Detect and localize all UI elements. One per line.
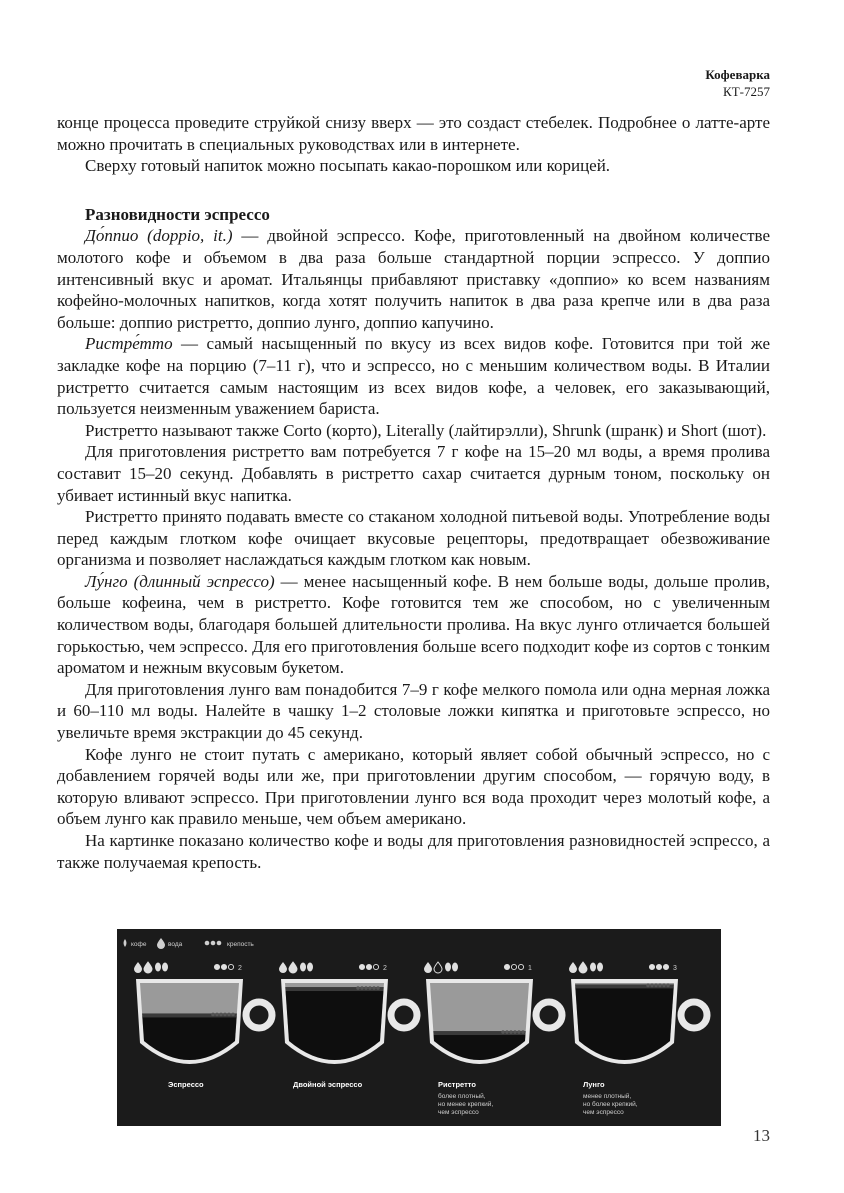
coffee-bean-icon (307, 963, 313, 972)
header-brand: Кофеварка (705, 67, 770, 82)
coffee-bean-icon (452, 963, 458, 972)
crema-bubble (368, 986, 372, 990)
strength-dot-icon (649, 964, 654, 969)
crema-bubble (513, 1030, 517, 1034)
crema-bubble (360, 986, 364, 990)
strength-dot-icon (214, 964, 219, 969)
cup-name-label: Ристретто (438, 1080, 476, 1089)
paragraph: Сверху готовый напиток можно посыпать какао-порошком или корицей. (85, 156, 611, 176)
crema-bubble (654, 984, 658, 988)
crema-bubble (364, 986, 368, 990)
crema-bubble (521, 1030, 525, 1034)
crema-bubble (372, 986, 376, 990)
strength-dot-icon (221, 964, 226, 969)
infographic-canvas (117, 929, 721, 1126)
paragraph-doppio (57, 225, 770, 333)
cup-name-label: Эспрессо (168, 1080, 204, 1089)
cup-name-label: Лунго (583, 1080, 605, 1089)
page-header (705, 66, 770, 100)
espresso-infographic (117, 929, 721, 1126)
cup-note-line: чем эспрессо (583, 1109, 624, 1116)
crema-layer (571, 984, 678, 988)
crema-bubble (211, 1013, 215, 1017)
term-doppio: До́ппио (doppio, it.) (85, 226, 233, 246)
crema-bubble (666, 984, 670, 988)
cup-name-label: Двойной эспрессо (293, 1080, 363, 1089)
doppio-description: — двойной эспрессо. Кофе, приготовленный на двойном количестве молотого кофе и объемом в два раза больше стандартной порции эспрессо. У доппио интенсивный вкус и аромат. Итальянцы прибавляют приставку «доппио» ко всем названиям кофейно-молочных напитков, когда хотят получить напиток в два раза крепче или в два раза больше: доппио ристретто, доппио лунго, доппио капучино. (57, 226, 770, 332)
paragraph: Ристретто называют также Corto (корто), Literally (лайтирэлли), Shrunk (шранк) и Short (шот). (85, 420, 767, 440)
term-ristretto: Ристре́тто (85, 334, 173, 354)
term-lungo: Лу́нго (длинный эспрессо) (85, 571, 275, 591)
coffee-bean-icon (162, 963, 168, 972)
crema-bubble (376, 986, 380, 990)
paragraph: Кофе лунго не стоит путать с американо, который являет собой обычный эспрессо, но с добавлением горячей воды или же, при приготовлении другим способом, — горячую воду, в которую вливают эспрессо. При приготовлении лунго вся вода проходит через молотый кофе, а объем лунго как правило меньше, чем объем американо. (57, 744, 770, 829)
ristretto-description: — самый насыщенный по вкусу из всех видов кофе. Готовится при той же закладке кофе на порцию (7–11 г), что и эспрессо, но с меньшим количеством воды. В Италии ристретто считается самым настоящим из всех видов кофе, а человек, его заказывающий, пользуется неизменным уважением бариста. (57, 334, 770, 419)
section-heading: Разновидности эспрессо (85, 204, 270, 224)
strength-dot-icon (366, 964, 371, 969)
strength-value-label: 1 (528, 965, 532, 972)
cup-note-line: чем эспрессо (438, 1109, 479, 1116)
paragraph: На картинке показано количество кофе и воды для приготовления разновидностей эспрессо, а также получаемая крепость. (57, 831, 770, 872)
crema-bubble (219, 1013, 223, 1017)
crema-bubble (501, 1030, 505, 1034)
coffee-bean-icon (590, 963, 596, 972)
coffee-bean-icon (597, 963, 603, 972)
crema-bubble (509, 1030, 513, 1034)
legend-strength-label: крепость (227, 941, 254, 948)
strength-value-label: 2 (238, 965, 242, 972)
strength-dot-icon (663, 964, 668, 969)
cup-note-line: но более крепкий, (583, 1101, 638, 1108)
cup-note-line: но менее крепкий, (438, 1101, 494, 1108)
strength-dot-icon (205, 941, 210, 946)
crema-bubble (658, 984, 662, 988)
strength-dot-icon (656, 964, 661, 969)
crema-bubble (227, 1013, 231, 1017)
cup-note-line: более плотный, (438, 1093, 486, 1100)
crema-bubble (517, 1030, 521, 1034)
strength-value-label: 3 (673, 965, 677, 972)
body-text (57, 112, 770, 873)
crema-layer (426, 1031, 533, 1035)
paragraph: Для приготовления ристретто вам потребуется 7 г кофе на 15–20 мл воды, а время пролива составит 15–20 секунд. Добавлять в ристретто сахар считается дурным тоном, поскольку он убивает истинный вкус напитка. (57, 442, 770, 505)
cup-note-line: менее плотный, (583, 1093, 632, 1100)
strength-value-label: 2 (383, 965, 387, 972)
crema-layer (136, 1013, 243, 1017)
strength-dot-icon (504, 964, 509, 969)
legend-water-label: вода (168, 941, 183, 948)
coffee-bean-icon (300, 963, 306, 972)
crema-bubble (662, 984, 666, 988)
crema-bubble (650, 984, 654, 988)
paragraph: конце процесса проведите струйкой снизу вверх — это создаст стебелек. Подробнее о латте-арте можно прочитать в специальных руководствах или в интернете. (57, 113, 770, 154)
crema-bubble (215, 1013, 219, 1017)
strength-dot-icon (211, 941, 216, 946)
coffee-bean-icon (155, 963, 161, 972)
crema-bubble (646, 984, 650, 988)
strength-dot-icon (359, 964, 364, 969)
crema-bubble (231, 1013, 235, 1017)
lungo-description: — менее насыщенный кофе. В нем больше воды, дольше пролив, больше кофеина, чем в ристретто. Кофе готовится тем же способом, но с увеличенным количеством воды, благодаря большей длительности пролива. На вкус лунго отличается большей горькостью, чем эспрессо. Для его приготовления больше всего подходит кофе из сортов с тонким ароматом и нежным вкусовым букетом. (57, 571, 770, 678)
header-model: КТ-7257 (723, 84, 770, 99)
crema-bubble (505, 1030, 509, 1034)
crema-bubble (223, 1013, 227, 1017)
crema-bubble (356, 986, 360, 990)
paragraph-lungo (57, 571, 770, 679)
paragraph: Для приготовления лунго вам понадобится 7–9 г кофе мелкого помола или одна мерная ложка и 60–110 мл воды. Налейте в чашку 1–2 столовые ложки кипятка и приготовьте эспрессо, но увеличьте время экстракции до 45 секунд. (57, 679, 770, 743)
crema-layer (281, 987, 388, 991)
page-number: 13 (753, 1126, 770, 1145)
coffee-bean-icon (445, 963, 451, 972)
strength-dot-icon (217, 941, 222, 946)
legend-coffee-label: кофе (131, 941, 147, 948)
paragraph-ristretto (57, 333, 770, 419)
paragraph: Ристретто принято подавать вместе со стаканом холодной питьевой воды. Употребление воды перед каждым глотком кофе очищает вкусовые рецепторы, предотвращает обезвоживание организма и позволяет наслаждаться каждым глотком как новым. (57, 507, 770, 570)
